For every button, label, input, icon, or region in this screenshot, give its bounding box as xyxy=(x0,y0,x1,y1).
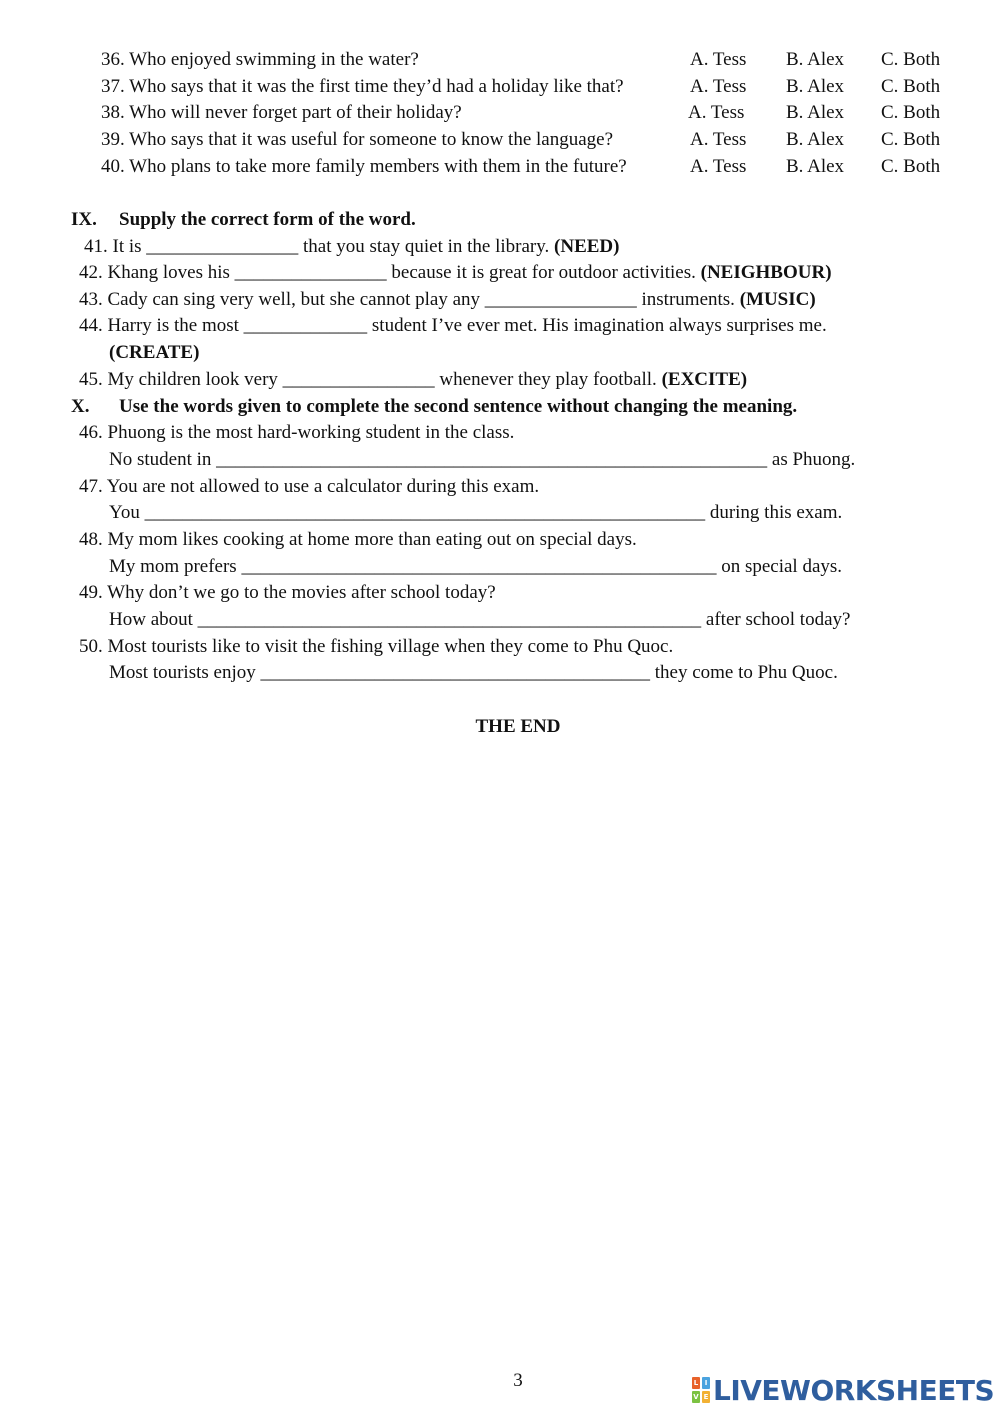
page-number: 3 xyxy=(513,1370,523,1391)
option-a[interactable]: A. Tess xyxy=(690,49,747,70)
item-text: 43. Cady can sing very well, but she cannot play any ________________ instruments. xyxy=(79,289,735,310)
root-word: (NEIGHBOUR) xyxy=(700,262,832,283)
mc-question-text: 40. Who plans to take more family members with them in the future? xyxy=(101,156,627,177)
word-form-item xyxy=(79,262,832,284)
option-c[interactable]: C. Both xyxy=(881,129,941,150)
root-word: (EXCITE) xyxy=(661,369,748,390)
rewrite-answer-line[interactable]: No student in __________________________________________________________ as Phuong. xyxy=(109,449,856,470)
root-word: (CREATE) xyxy=(109,342,200,363)
root-word: (NEED) xyxy=(554,236,620,257)
rewrite-answer-line[interactable]: My mom prefers __________________________________________________ on special days. xyxy=(109,556,843,577)
option-a[interactable]: A. Tess xyxy=(688,102,745,123)
word-form-item xyxy=(84,236,619,258)
mc-question-text: 37. Who says that it was the first time they’d had a holiday like that? xyxy=(101,76,624,97)
end-marker: THE END xyxy=(475,716,561,737)
rewrite-answer-line[interactable]: How about _____________________________________________________ after school today? xyxy=(109,609,851,630)
rewrite-answer-line[interactable]: Most tourists enjoy _________________________________________ they come to Phu Quoc. xyxy=(109,662,838,683)
section-number: X. xyxy=(71,396,90,417)
rewrite-answer-line[interactable]: You ___________________________________________________________ during this exam. xyxy=(109,502,843,523)
rewrite-question: 48. My mom likes cooking at home more than eating out on special days. xyxy=(79,529,637,550)
section-title: Use the words given to complete the second sentence without changing the meaning. xyxy=(119,396,798,417)
liveworksheets-mark-icon xyxy=(692,1377,710,1403)
root-word: (MUSIC) xyxy=(739,289,816,310)
option-b[interactable]: B. Alex xyxy=(786,156,845,177)
option-c[interactable]: C. Both xyxy=(881,76,941,97)
rewrite-question: 47. You are not allowed to use a calculator during this exam. xyxy=(79,476,540,497)
section-number: IX. xyxy=(71,209,97,230)
option-a[interactable]: A. Tess xyxy=(690,156,747,177)
item-text: 41. It is ________________ that you stay quiet in the library. xyxy=(84,236,550,257)
item-text: 45. My children look very ________________ whenever they play football. xyxy=(79,369,657,390)
mark-letter: L xyxy=(693,1379,699,1387)
liveworksheets-logo[interactable] xyxy=(692,1374,994,1406)
item-text: 42. Khang loves his ________________ because it is great for outdoor activities. xyxy=(79,262,696,283)
option-c[interactable]: C. Both xyxy=(881,49,941,70)
word-form-item-text: 44. Harry is the most _____________ student I’ve ever met. His imagination always surprises me. xyxy=(79,315,827,336)
mc-question-text: 39. Who says that it was useful for someone to know the language? xyxy=(101,129,614,150)
mark-letter: E xyxy=(703,1393,709,1401)
option-b[interactable]: B. Alex xyxy=(786,102,845,123)
section-title: Supply the correct form of the word. xyxy=(119,209,416,230)
mark-letter: V xyxy=(693,1393,699,1401)
mark-letter: I xyxy=(702,1377,710,1389)
word-form-item xyxy=(79,369,747,391)
option-c[interactable]: C. Both xyxy=(881,102,941,123)
mc-question-text: 38. Who will never forget part of their holiday? xyxy=(101,102,462,123)
rewrite-question: 50. Most tourists like to visit the fishing village when they come to Phu Quoc. xyxy=(79,636,674,657)
brand-name: LIVEWORKSHEETS xyxy=(713,1373,995,1407)
option-b[interactable]: B. Alex xyxy=(786,129,845,150)
option-a[interactable]: A. Tess xyxy=(690,129,747,150)
option-c[interactable]: C. Both xyxy=(881,156,941,177)
option-b[interactable]: B. Alex xyxy=(786,76,845,97)
option-b[interactable]: B. Alex xyxy=(786,49,845,70)
option-a[interactable]: A. Tess xyxy=(690,76,747,97)
word-form-item xyxy=(79,289,816,311)
rewrite-question: 46. Phuong is the most hard-working student in the class. xyxy=(79,422,515,443)
rewrite-question: 49. Why don’t we go to the movies after school today? xyxy=(79,582,496,603)
mc-question-text: 36. Who enjoyed swimming in the water? xyxy=(101,49,419,70)
